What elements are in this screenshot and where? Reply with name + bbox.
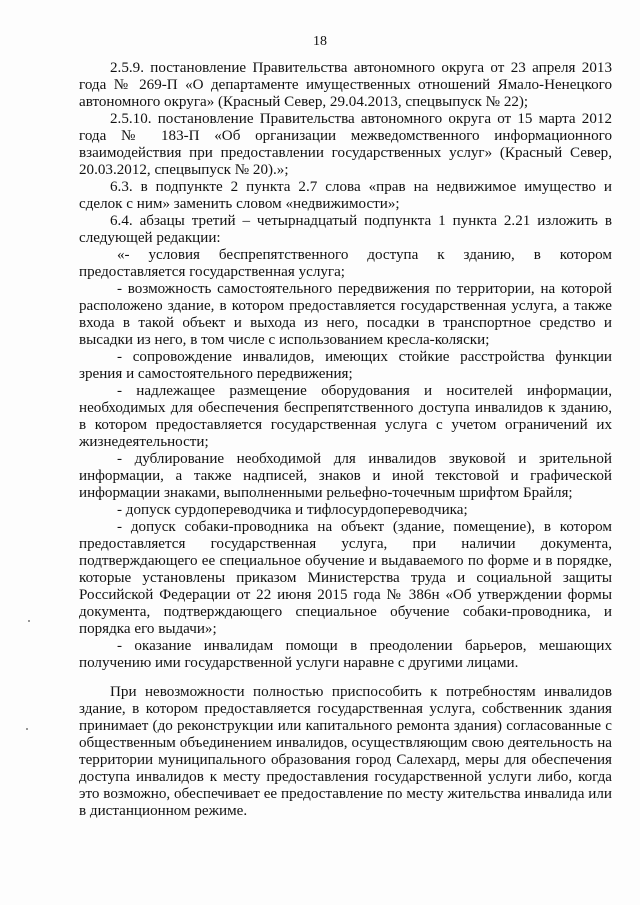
paragraph-2-5-10: 2.5.10. постановление Правительства автономного округа от 15 марта 2012 года № 183-П «Об организации межведомственного информационного взаимодействия при предоставлении государственных услуг» (Красный Север, 20.03.2012, спецвыпуск № 20).»; bbox=[79, 111, 612, 178]
list-item-interpreter: - допуск сурдопереводчика и тифлосурдопереводчика; bbox=[117, 502, 468, 518]
list-item-equipment: - надлежащее размещение оборудования и носителей информации, необходимых для обеспечения беспрепятственного доступа инвалидов к зданию, в котором предоставляется государственная услуга с учетом ограничений их жизнедеятельности; bbox=[79, 383, 612, 450]
page-number: 18 bbox=[313, 34, 327, 49]
list-item-movement: - возможность самостоятельного передвижения по территории, на которой расположено здание, в котором предоставляется государственная услуга, а также входа в такой объект и выхода из него, посадки в транспортное средство и высадки из него, в том числе с использованием кресла-коляски; bbox=[79, 281, 612, 348]
list-item-guide-dog: - допуск собаки-проводника на объект (здание, помещение), в котором предоставляется государственная услуга, при наличии документа, подтверждающего ее специальное обучение и выдаваемого по форме и в порядке, которые установлены приказом Министерства труда и социальной защиты Российской Федерации от 22 июня 2015 года № 386н «Об утверждении формы документа, подтверждающего специальное обучение собаки-проводника, и порядка его выдачи»; bbox=[79, 519, 612, 637]
list-item-escort: - сопровождение инвалидов, имеющих стойкие расстройства функции зрения и самостоятельного передвижения; bbox=[79, 349, 612, 382]
list-item-assistance: - оказание инвалидам помощи в преодолении барьеров, мешающих получению ими государственной услуги наравне с другими лицами. bbox=[79, 638, 612, 671]
paragraph-6-3: 6.3. в подпункте 2 пункта 2.7 слова «прав на недвижимое имущество и сделок с ним» заменить словом «недвижимости»; bbox=[79, 179, 612, 212]
document-body bbox=[79, 60, 612, 820]
paragraph-6-4: 6.4. абзацы третий – четырнадцатый подпункта 1 пункта 2.21 изложить в следующей редакции: bbox=[79, 213, 612, 246]
list-item-duplication: - дублирование необходимой для инвалидов звуковой и зрительной информации, а также надписей, знаков и иной текстовой и графической информации знаками, выполненными рельефно-точечным шрифтом Брайля; bbox=[79, 451, 612, 501]
scan-speck bbox=[26, 728, 28, 730]
list-item-access-conditions: «- условия беспрепятственного доступа к зданию, в котором предоставляется государственная услуга; bbox=[79, 247, 612, 280]
scan-speck bbox=[28, 620, 30, 622]
paragraph-2-5-9: 2.5.9. постановление Правительства автономного округа от 23 апреля 2013 года № 269-П «О департаменте имущественных отношений Ямало-Ненецкого автономного округа» (Красный Север, 29.04.2013, спецвыпуск № 22); bbox=[79, 60, 612, 110]
paragraph-impossibility: При невозможности полностью приспособить к потребностям инвалидов здание, в котором предоставляется государственная услуга, собственник здания принимает (до реконструкции или капитального ремонта здания) согласованные с общественным объединением инвалидов, осуществляющим свою деятельность на территории муниципального образования город Салехард, меры для обеспечения доступа инвалидов к месту предоставления государственной услуги либо, когда это возможно, обеспечивает ее предоставление по месту жительства инвалида или в дистанционном режиме. bbox=[79, 684, 612, 819]
